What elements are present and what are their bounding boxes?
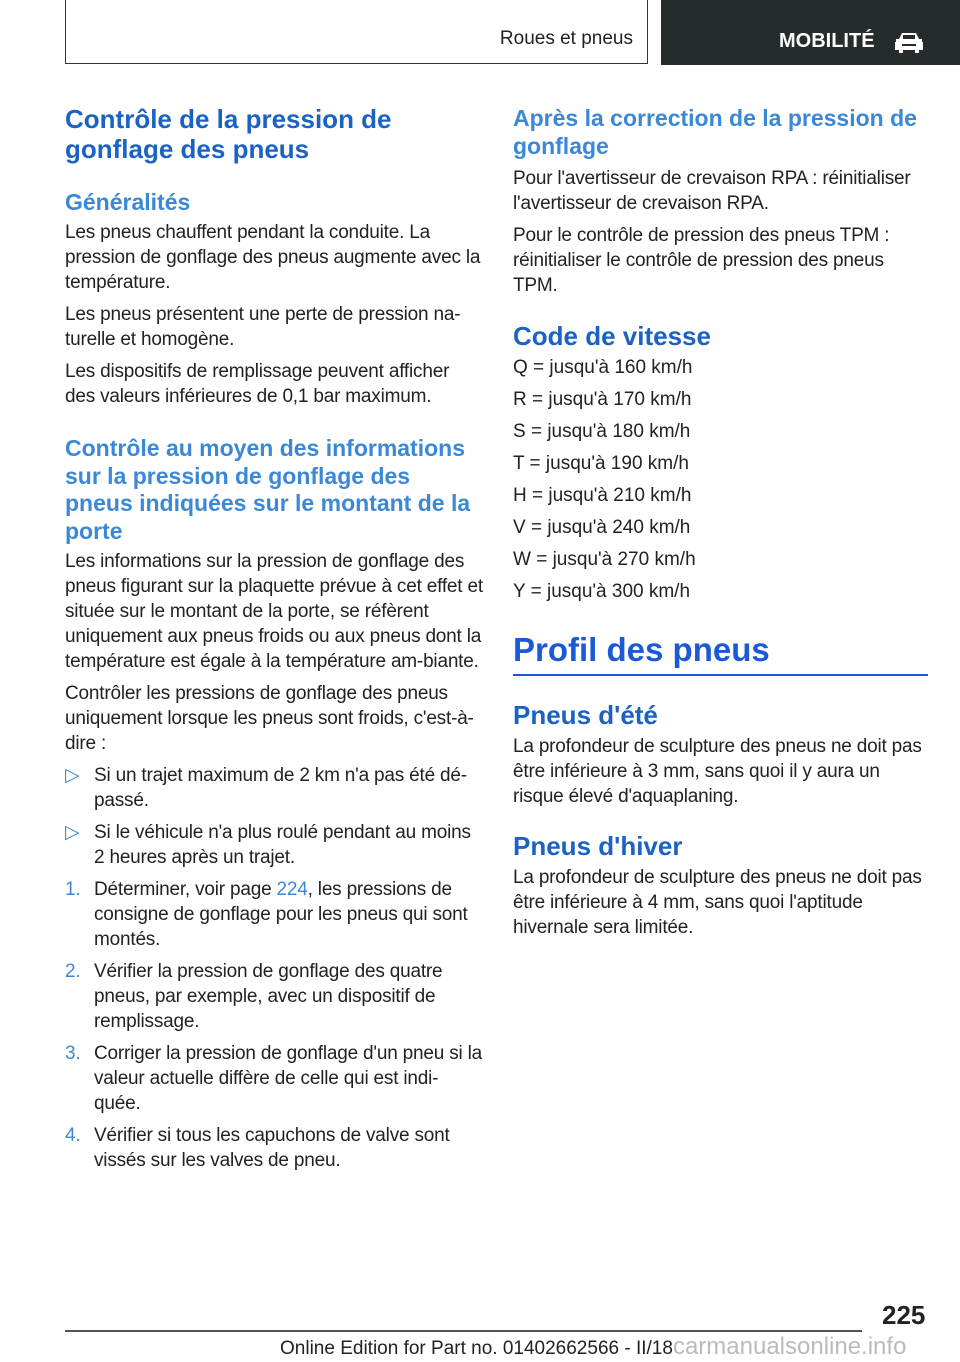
edition-text: Online Edition for Part no. 01402662566 - II/18 <box>280 1338 673 1359</box>
page-link[interactable]: 224 <box>276 879 308 900</box>
page-heading: Contrôle de la pression de gonflage des pneus <box>65 104 392 164</box>
car-icon <box>893 30 925 54</box>
speed-code: Q = jusqu'à 160 km/h <box>513 357 693 378</box>
left-column <box>65 104 483 1180</box>
paragraph: Les dispositifs de remplissage peuvent afficher des valeurs inférieures de 0,1 bar maximum. <box>65 361 450 407</box>
bullet-item: ▷ Si un trajet maximum de 2 km n'a pas été dé-passé. <box>65 765 467 811</box>
heading-ete: Pneus d'été <box>513 700 658 730</box>
paragraph: La profondeur de sculpture des pneus ne doit pas être inférieure à 3 mm, sans quoi il y aura un risque élevé d'aquaplaning. <box>513 736 922 807</box>
paragraph: Les informations sur la pression de gonflage des pneus figurant sur la plaquette prévue à cet effet et située sur le montant de la porte, se réfèrent uniquement aux pneus froids ou aux pneus dont la température est égale à la température am-biante. <box>65 551 483 672</box>
paragraph: La profondeur de sculpture des pneus ne doit pas être inférieure à 4 mm, sans quoi l'aptitude hivernale sera limitée. <box>513 867 922 938</box>
speed-code: W = jusqu'à 270 km/h <box>513 549 696 570</box>
step-item: 3. Corriger la pression de gonflage d'un pneu si la valeur actuelle diffère de celle qui est indi-quée. <box>65 1043 482 1114</box>
speed-code: R = jusqu'à 170 km/h <box>513 389 692 410</box>
header-box <box>65 0 648 64</box>
triangle-bullet-icon: ▷ <box>65 765 80 786</box>
page-number: 225 <box>882 1300 926 1330</box>
paragraph: Pour l'avertisseur de crevaison RPA : réinitialiser l'avertisseur de crevaison RPA. <box>513 168 911 214</box>
step-item: 2. Vérifier la pression de gonflage des quatre pneus, par exemple, avec un dispositif de remplissage. <box>65 961 443 1032</box>
footer-rule <box>65 1330 862 1332</box>
speed-code: V = jusqu'à 240 km/h <box>513 517 691 538</box>
paragraph: Les pneus présentent une perte de pression na-turelle et homogène. <box>65 304 461 350</box>
section-heading-profil: Profil des pneus <box>513 630 928 676</box>
heading-apres: Après la correction de la pression de gonflage <box>513 105 917 159</box>
paragraph: Contrôler les pressions de gonflage des pneus uniquement lorsque les pneus sont froids, c'est-à-dire : <box>65 683 474 754</box>
watermark: carmanualsonline.info <box>672 1333 907 1360</box>
section-title: Roues et pneus <box>499 28 633 49</box>
heading-generalites: Généralités <box>65 189 191 215</box>
footer <box>280 1333 906 1361</box>
speed-code: S = jusqu'à 180 km/h <box>513 421 691 442</box>
bullet-item: ▷ Si le véhicule n'a plus roulé pendant au moins 2 heures après un trajet. <box>65 822 471 868</box>
chapter-tab <box>661 0 960 65</box>
paragraph: Les pneus chauffent pendant la conduite. La pression de gonflage des pneus augmente avec la température. <box>65 222 481 293</box>
speed-code: Y = jusqu'à 300 km/h <box>513 581 691 602</box>
speed-code: H = jusqu'à 210 km/h <box>513 485 692 506</box>
step-item: 1. Déterminer, voir page 224, les pressions de consigne de gonflage pour les pneus qui sont montés. <box>65 879 468 950</box>
heading-controle: Contrôle au moyen des informations sur la pression de gonflage des pneus indiquées sur le montant de la porte <box>65 435 471 544</box>
triangle-bullet-icon: ▷ <box>65 822 80 843</box>
step-item: 4. Vérifier si tous les capuchons de valve sont vissés sur les valves de pneu. <box>65 1125 450 1171</box>
chapter-label: MOBILITÉ <box>779 30 875 52</box>
heading-hiver: Pneus d'hiver <box>513 831 683 861</box>
heading-vitesse: Code de vitesse <box>513 321 711 351</box>
paragraph: Pour le contrôle de pression des pneus TPM : réinitialiser le contrôle de pression des pneus TPM. <box>513 225 890 296</box>
speed-code: T = jusqu'à 190 km/h <box>513 453 689 474</box>
right-column <box>513 104 933 947</box>
